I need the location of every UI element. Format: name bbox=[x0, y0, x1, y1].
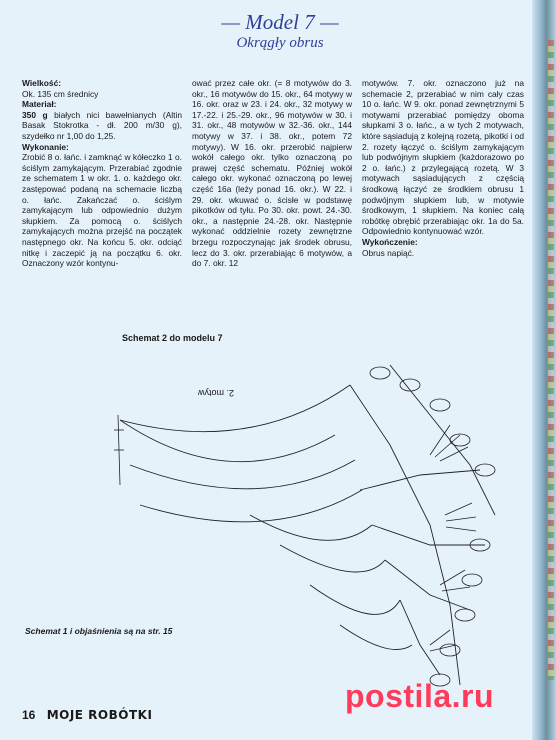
chart-arc bbox=[340, 625, 412, 650]
size-text: Ok. 135 cm średnicy bbox=[22, 88, 99, 99]
chart-petal bbox=[430, 399, 450, 411]
watermark-text: postila.ru bbox=[345, 678, 495, 714]
page-number: 16 bbox=[22, 708, 36, 722]
chart-petal bbox=[455, 609, 475, 621]
crochet-chart bbox=[100, 345, 520, 720]
work-text: Zrobić 8 o. łańc. i zamknąć w kółeczko 1 o. ściślym zamykającym. Przerabiać zgodnie ze schematem 1 w okr. 1. o. każdego okr. zastępować podaną na schemacie liczbą o. łańc. Zakańczać o. ściślym zamykającym lub odpowiednio dużym słupkiem. Za pomocą o. ściślych zamykających można przejść na początek następnego okr. Na końcu 5. okr. odciąć nitkę i zaczepić ją na początku 6. okr. Oznaczony wzór kontynu- bbox=[22, 152, 182, 269]
chart-petal bbox=[462, 574, 482, 586]
chart-radial-line bbox=[400, 600, 440, 675]
chart-petal bbox=[370, 367, 390, 379]
chart-stitch bbox=[446, 527, 476, 531]
title-block bbox=[150, 10, 410, 52]
chart-arc bbox=[250, 515, 372, 540]
chart-stitch bbox=[430, 425, 450, 455]
chart-petal bbox=[440, 644, 460, 656]
page-subtitle: Okrągły obrus bbox=[236, 35, 324, 51]
chart-arc bbox=[120, 420, 335, 462]
footer bbox=[22, 708, 152, 722]
chart-petal bbox=[400, 379, 420, 391]
magazine-name: MOJE ROBÓTKI bbox=[46, 708, 153, 722]
chart-stitch bbox=[435, 435, 460, 457]
finish-text: Obrus napiąć. bbox=[362, 247, 415, 258]
size-heading: Wielkość: bbox=[22, 78, 62, 88]
material-heading: Materiał: bbox=[22, 99, 57, 110]
next-page-strip bbox=[548, 40, 554, 680]
text-column-3 bbox=[362, 78, 524, 258]
page-binding-edge bbox=[532, 0, 556, 740]
text-column-2 bbox=[192, 78, 352, 269]
chart-radial-line bbox=[360, 470, 480, 490]
chart-arc bbox=[310, 585, 400, 614]
text-column-1 bbox=[22, 78, 182, 269]
page-title: — Model 7 — bbox=[221, 10, 339, 34]
column-3-text: motywów. 7. okr. oznaczono już na schemacie 2, przerabiać w nim cały czas 10 o. łańc. W 9. okr. ponad zewnętrznymi 5 motywami przerabiać pomiędzy oboma słupkami 3 o. łańc., a w tych 2 motywach, które sąsiadują z kolejną rozetą, pikotki i od 2. rozety łączyć o. ściślym zamykającym lub podwójnym słupkiem (każdorazowo po 2 o. łańc.) z przylegającą rozetą. W 3 motywach sąsiadujących z częścią środkową łączyć ze środkiem obrusu 1 podwójnym słupkiem lub, w motywie środkowym, 1 słupkiem. Na koniec całą robótkę obrębić przerabiając okr. 1a do 5a. Odpowiednio kontynuować wzór. bbox=[362, 78, 524, 237]
column-2-text: ować przez całe okr. (= 8 motywów do 3. okr., 16 motywów do 15. okr., 64 motywy w 16. okr. oraz w 23. i 24. okr., 32 motywy w 17.-22. i 25.-29. okr., 96 motywów w 30. i 31. okr., 48 motywów w 32.-36. okr., 144 motywy w 37. i 38. okr., potem 72 motywy). W 16. okr. przerobić najpierw wokół całego okr. tylko oznaczoną po prawej część schematu. Później wokół całego okr. wykonać oznaczoną po lewej część 16a (leży ponad 16. okr.). W 22. i 29. okr. wkuwać o. ścisłe w podstawę pikotków od tyłu. Po 30. okr. powt. 24.-30. okr., a następnie 24.-28. okr. Następnie wykonać oddzielnie rozety zewnętrzne brzegu rozpoczynając jak środek obrusu, lecz do 3. okr. przerabiając 6 motywów, a do 7. okr. 12 bbox=[192, 78, 352, 269]
chart-radial-line bbox=[385, 560, 470, 610]
chart-stitch bbox=[445, 503, 472, 515]
finish-heading: Wykończenie: bbox=[362, 236, 418, 247]
material-description: białych nici bawełnianych (Altin Basak Stokrotka - dł. 200 m/30 g), szydełko nr 1,00 do 1,25. bbox=[22, 109, 182, 141]
schemat-1-note: Schemat 1 i objaśnienia są na str. 15 bbox=[25, 626, 173, 636]
work-heading: Wykonanie: bbox=[22, 141, 69, 152]
material-text bbox=[22, 110, 182, 142]
material-weight: 350 g bbox=[22, 109, 48, 120]
chart-stitch bbox=[446, 517, 476, 521]
chart-radial-line bbox=[390, 365, 495, 515]
chart-petal bbox=[450, 434, 470, 446]
chart-radial-line bbox=[350, 385, 460, 685]
chart-stitch bbox=[440, 570, 465, 585]
chart-arc bbox=[140, 490, 362, 522]
chart-arc bbox=[280, 545, 385, 572]
motyw-label: 2. motyw bbox=[198, 388, 235, 398]
watermark bbox=[345, 678, 535, 728]
chart-arc bbox=[120, 385, 350, 432]
chart-arc bbox=[130, 460, 355, 489]
chart-radial-line bbox=[372, 525, 485, 545]
schemat-2-label: Schemat 2 do modelu 7 bbox=[122, 333, 223, 343]
chart-stitch bbox=[430, 630, 450, 645]
